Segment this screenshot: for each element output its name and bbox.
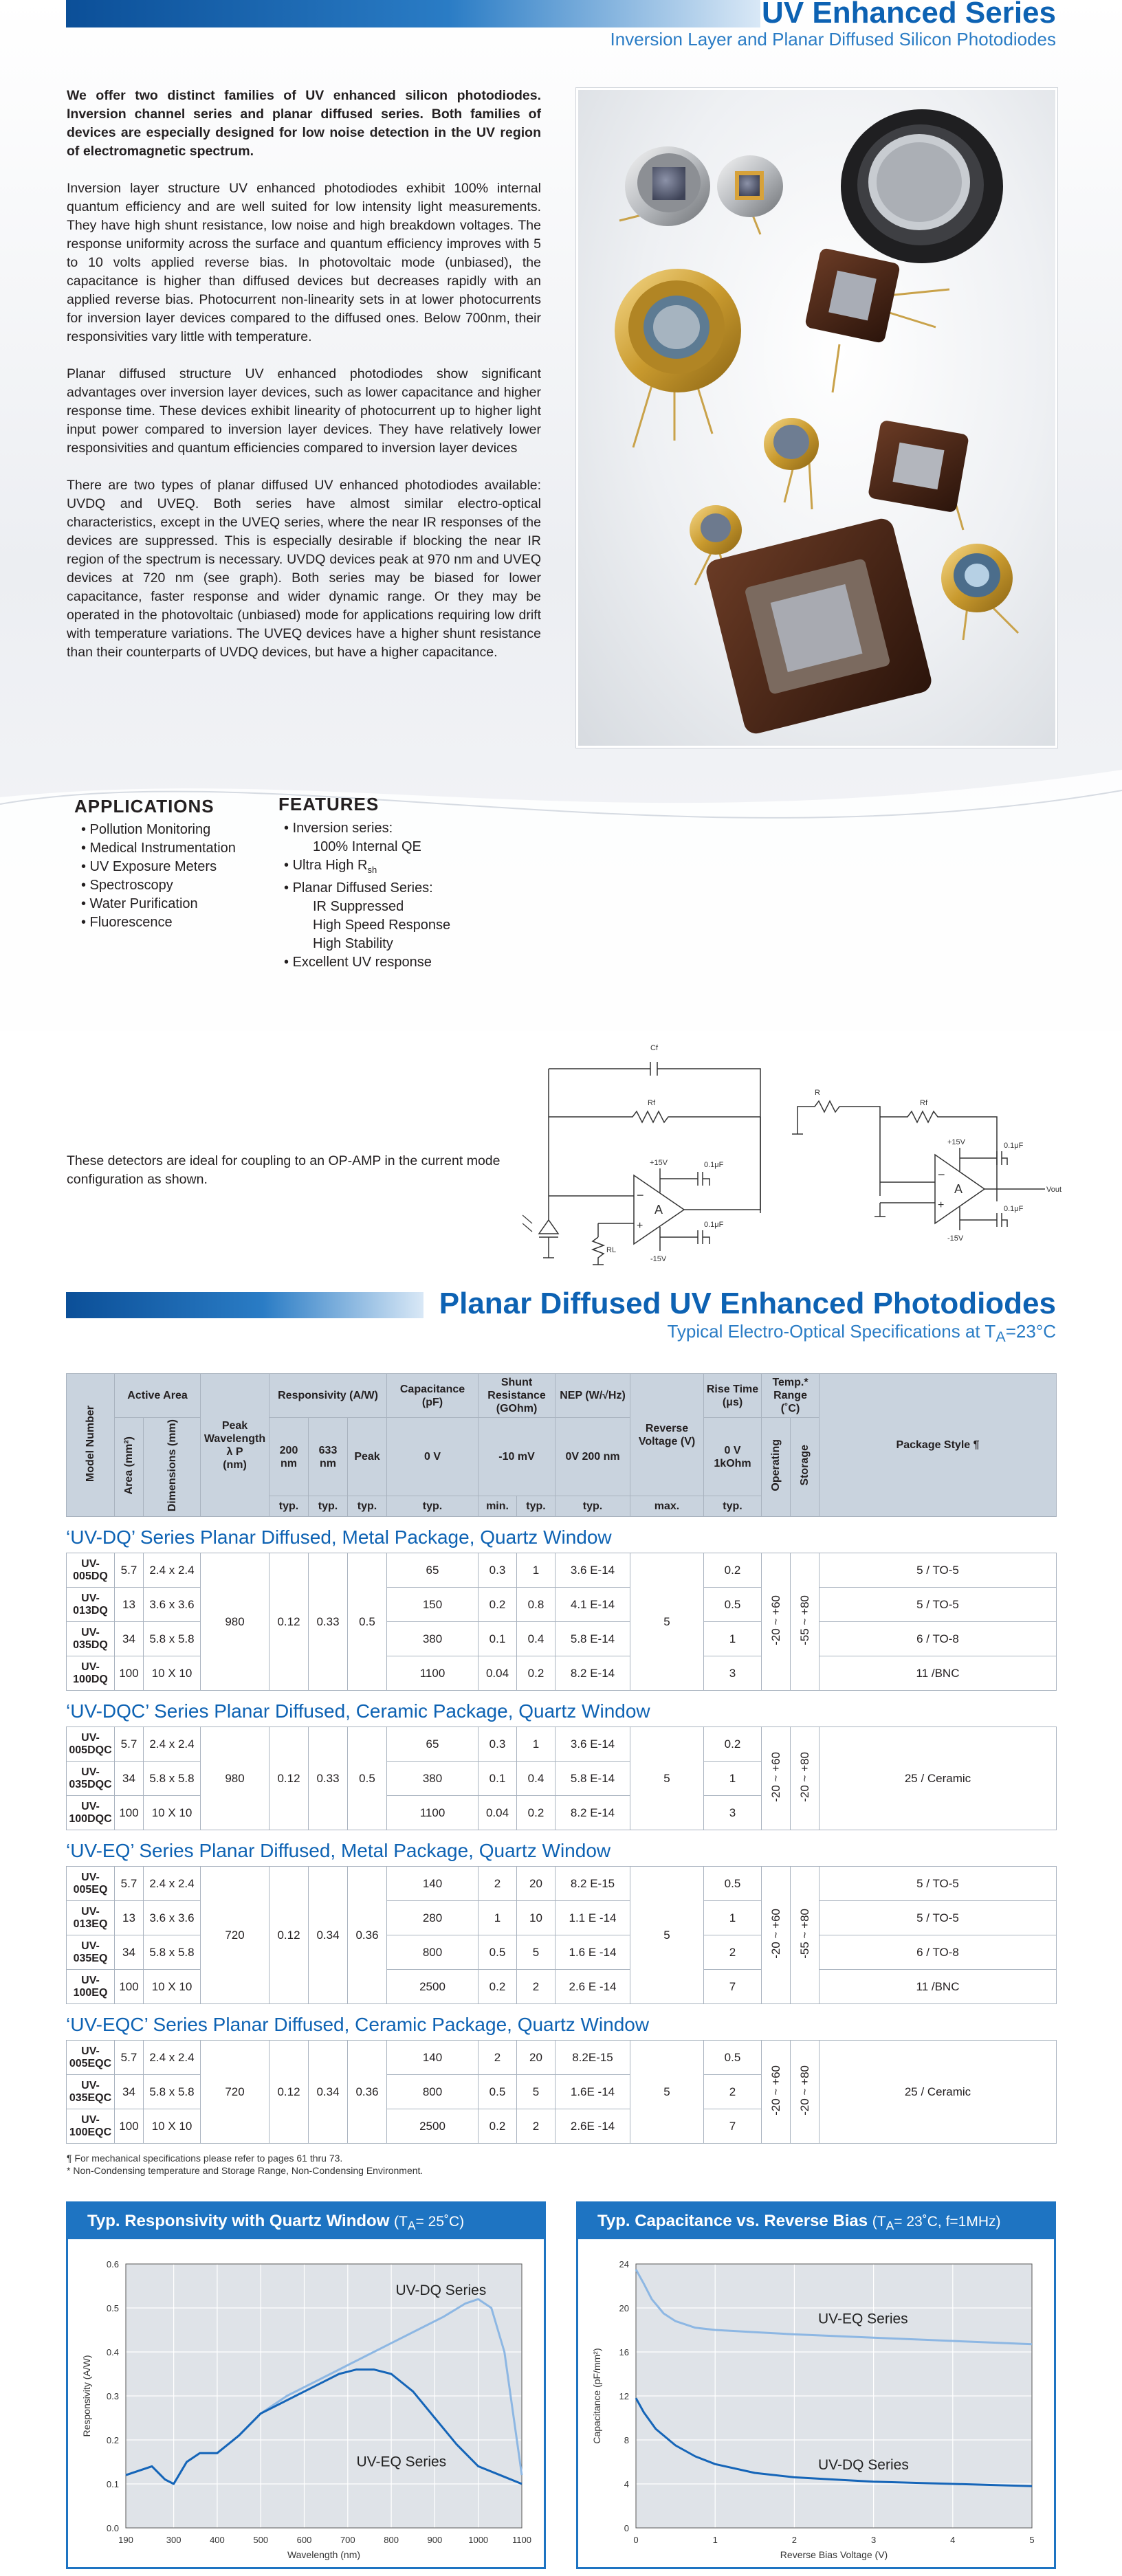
capacitance-chart-title: Typ. Capacitance vs. Reverse Bias ($T_A=$ 23˚C, f=1MHz) xyxy=(578,2203,1054,2239)
application-item: • Water Purification xyxy=(81,896,198,911)
y-tick-label: 0.4 xyxy=(106,2347,119,2357)
model-number: UV-013EQ xyxy=(67,1901,115,1935)
table-row: UV-013EQ 13 3.6 x 3.6 280 1 10 1.1 E -14 1 5 / TO-5 xyxy=(67,1901,1057,1935)
x-tick-label: 4 xyxy=(950,2535,956,2545)
intro-inversion: Inversion layer structure UV enhanced photodiodes exhibit 100% internal quantum efficiency and are well suited for low intensity light measurements. They have high shunt resistance, low noise and high breakdown voltages. The response uniformity across the surface and quantum efficiency improves with 5 to 10 volts applied reverse bias. In photovoltaic mode (unbiased), the capacitance is higher than diffused devices but decreases rapidly with an applied reverse bias. Photocurrent non-linearity sets in at lower photocurrents for inversion layer devices compared to the diffused ones. Below 700nm, their responsivities vary little with temperature. xyxy=(67,181,541,344)
table-row: UV-005DQC 5.7 2.4 x 2.4 980 0.12 0.33 0.5 65 0.3 1 3.6 E-14 5 0.2 -20 ~ +60 -20 ~ +80 25 / Ceramic xyxy=(67,1727,1057,1762)
amp1-label: A xyxy=(654,1203,663,1217)
col-peak-wavelength: Peak Wavelength λ P (nm) xyxy=(201,1374,270,1517)
application-item: • UV Exposure Meters xyxy=(81,859,217,874)
model-number: UV-005EQ xyxy=(67,1867,115,1901)
applications-title: APPLICATIONS xyxy=(74,796,214,817)
applications-list xyxy=(81,821,236,932)
model-number: UV-005DQ xyxy=(67,1553,115,1588)
table-row: UV-100EQC 100 10 X 10 2500 0.2 2 2.6E -14 7 xyxy=(67,2109,1057,2144)
series-heading: ‘UV-EQC’ Series Planar Diffused, Ceramic Package, Quartz Window xyxy=(66,2014,650,2036)
series-annotation: UV-DQ Series xyxy=(817,2457,909,2474)
table-row: UV-035DQ 34 5.8 x 5.8 380 0.1 0.4 5.8 E-14 1 6 / TO-8 xyxy=(67,1622,1057,1656)
feature-item: IR Suppressed xyxy=(313,899,404,914)
col-capacitance: Capacitance (pF) xyxy=(387,1374,478,1418)
x-tick-label: 800 xyxy=(384,2535,399,2545)
col-nep: NEP (W/√Hz) xyxy=(556,1374,630,1418)
col-shunt: Shunt Resistance (GOhm) xyxy=(478,1374,556,1418)
application-item: • Spectroscopy xyxy=(81,878,173,893)
table-row: UV-005EQC 5.7 2.4 x 2.4 720 0.12 0.34 0.36 140 2 20 8.2E-15 5 0.5 -20 ~ +60 -20 ~ +80 25 / Ceramic xyxy=(67,2041,1057,2075)
model-number: UV-100DQC xyxy=(67,1796,115,1830)
footnotes xyxy=(67,2152,423,2177)
model-number: UV-005DQC xyxy=(67,1727,115,1762)
product-photo xyxy=(576,88,1057,748)
responsivity-chart-title: Typ. Responsivity with Quartz Window ($T_A=$ 25˚C) xyxy=(68,2203,544,2239)
x-tick-label: 1000 xyxy=(468,2535,489,2545)
specs-header-bar xyxy=(66,1292,424,1318)
y-tick-label: 4 xyxy=(624,2479,629,2489)
opamp-circuit-diagram xyxy=(522,1031,1072,1272)
application-item: • Fluorescence xyxy=(81,915,173,930)
y-tick-label: 24 xyxy=(619,2259,629,2269)
model-number: UV-035DQC xyxy=(67,1762,115,1796)
svg-text:+: + xyxy=(637,1220,644,1232)
col-rise-time: Rise Time (μs) xyxy=(704,1374,762,1418)
col-temp: Temp.* Range (˚C) xyxy=(762,1374,820,1418)
y-tick-label: 12 xyxy=(619,2391,629,2401)
series-heading: ‘UV-DQ’ Series Planar Diffused, Metal Package, Quartz Window xyxy=(66,1526,612,1548)
svg-text:−: − xyxy=(637,1188,644,1202)
intro-planar: Planar diffused structure UV enhanced photodiodes show significant advantages over inversion layer devices, such as lower capacitance and higher response time. These devices exhibit linearity of photocurrent up to higher light input power compared to inversion layer devices. They have relatively lower responsivities and quantum efficiencies compared to inversion layer devices xyxy=(67,366,541,456)
features-title: FEATURES xyxy=(278,794,380,814)
x-tick-label: 700 xyxy=(340,2535,355,2545)
cap2-label: 0.1μF xyxy=(704,1221,724,1229)
y-tick-label: 8 xyxy=(624,2435,629,2445)
col-active-area: Active Area xyxy=(115,1374,201,1418)
col-package: Package Style ¶ xyxy=(820,1374,1057,1517)
table-row: UV-035EQC 34 5.8 x 5.8 800 0.5 5 1.6E -14 2 xyxy=(67,2075,1057,2109)
vn2-label: -15V xyxy=(947,1234,964,1243)
specs-title: Planar Diffused UV Enhanced Photodiodes xyxy=(439,1287,1056,1320)
feature-item: 100% Internal QE xyxy=(313,839,421,854)
y-axis-label: Capacitance (pF/mm²) xyxy=(591,2348,602,2444)
y-tick-label: 0.0 xyxy=(106,2523,119,2533)
circuit-description: These detectors are ideal for coupling to an OP-AMP in the current mode configuration as shown. xyxy=(67,1153,500,1187)
svg-text:+: + xyxy=(938,1199,945,1211)
series-table xyxy=(66,2040,1057,2144)
y-tick-label: 0.1 xyxy=(106,2479,119,2489)
feature-item: High Stability xyxy=(313,936,393,951)
table-row: UV-100DQ 100 10 X 10 1100 0.04 0.2 8.2 E-14 3 11 /BNC xyxy=(67,1656,1057,1691)
series-annotation: UV-DQ Series xyxy=(395,2282,487,2298)
series-table xyxy=(66,1553,1057,1691)
y-tick-label: 0.5 xyxy=(106,2303,119,2313)
col-model: Model Number xyxy=(67,1374,115,1517)
model-number: UV-013DQ xyxy=(67,1588,115,1622)
x-tick-label: 0 xyxy=(633,2535,639,2545)
model-number: UV-100EQC xyxy=(67,2109,115,2144)
x-tick-label: 190 xyxy=(118,2535,133,2545)
x-tick-label: 2 xyxy=(791,2535,798,2545)
page-subtitle: Inversion Layer and Planar Diffused Silicon Photodiodes xyxy=(610,29,1056,49)
y-tick-label: 0.6 xyxy=(106,2259,119,2269)
series-table xyxy=(66,1726,1057,1830)
y-tick-label: 16 xyxy=(619,2347,629,2357)
footnote-mechanical: ¶ For mechanical specifications please refer to pages 61 thru 73. xyxy=(67,2153,343,2164)
x-tick-label: 600 xyxy=(296,2535,312,2545)
col-responsivity: Responsivity (A/W) xyxy=(270,1374,387,1418)
series-table xyxy=(66,1866,1057,2004)
table-row: UV-035DQC 34 5.8 x 5.8 380 0.1 0.4 5.8 E-14 1 xyxy=(67,1762,1057,1796)
table-row: UV-005DQ 5.7 2.4 x 2.4 980 0.12 0.33 0.5 65 0.3 1 3.6 E-14 5 0.2 -20 ~ +60 -55 ~ +80 5 / TO-5 xyxy=(67,1553,1057,1588)
table-row: UV-013DQ 13 3.6 x 3.6 150 0.2 0.8 4.1 E-14 0.5 5 / TO-5 xyxy=(67,1588,1057,1622)
table-row: UV-100EQ 100 10 X 10 2500 0.2 2 2.6 E -14 7 11 /BNC xyxy=(67,1970,1057,2004)
x-tick-label: 400 xyxy=(210,2535,225,2545)
y-tick-label: 0.3 xyxy=(106,2391,119,2401)
spec-groups xyxy=(66,1517,1056,2144)
cf-label: Cf xyxy=(650,1044,658,1052)
features-list xyxy=(284,819,450,972)
responsivity-chart xyxy=(66,2201,546,2569)
vout-label: Vout xyxy=(1046,1186,1062,1194)
vn1-label: -15V xyxy=(650,1255,667,1263)
col-reverse-voltage: Reverse Voltage (V) xyxy=(630,1374,704,1496)
x-tick-label: 5 xyxy=(1029,2535,1035,2545)
x-tick-label: 1 xyxy=(712,2535,718,2545)
model-number: UV-100DQ xyxy=(67,1656,115,1691)
model-number: UV-035EQC xyxy=(67,2075,115,2109)
y-tick-label: 0 xyxy=(624,2523,629,2533)
responsivity-plot xyxy=(68,2239,544,2567)
feature-item: High Speed Response xyxy=(313,918,451,933)
table-row: UV-035EQ 34 5.8 x 5.8 800 0.5 5 1.6 E -14 2 6 / TO-8 xyxy=(67,1935,1057,1970)
header-bar xyxy=(66,0,760,27)
intro-text xyxy=(67,87,541,680)
feature-item: • Inversion series: xyxy=(284,821,393,836)
x-tick-label: 500 xyxy=(253,2535,269,2545)
model-number: UV-035EQ xyxy=(67,1935,115,1970)
table-row: UV-100DQC 100 10 X 10 1100 0.04 0.2 8.2 E-14 3 xyxy=(67,1796,1057,1830)
rf-label: Rf xyxy=(648,1099,655,1107)
application-item: • Medical Instrumentation xyxy=(81,841,236,856)
capacitance-plot xyxy=(578,2239,1054,2567)
x-tick-label: 300 xyxy=(166,2535,182,2545)
feature-item: • Planar Diffused Series: xyxy=(284,880,433,896)
vp2-label: +15V xyxy=(947,1138,965,1146)
spec-table-area xyxy=(66,1373,1056,2144)
series-annotation: UV-EQ Series xyxy=(817,2311,908,2327)
page-title: UV Enhanced Series xyxy=(762,0,1056,30)
x-tick-label: 3 xyxy=(870,2535,877,2545)
feature-item: • Ultra High $R_{sh}$ xyxy=(284,858,377,875)
x-tick-label: 900 xyxy=(427,2535,443,2545)
y-tick-label: 20 xyxy=(619,2303,629,2313)
amp2-label: A xyxy=(954,1182,963,1196)
model-number: UV-005EQC xyxy=(67,2041,115,2075)
x-axis-label: Wavelength (nm) xyxy=(287,2549,361,2560)
footnote-temperature: * Non-Condensing temperature and Storage Range, Non-Condensing Environment. xyxy=(67,2165,424,2176)
cap4-label: 0.1μF xyxy=(1004,1205,1024,1213)
cap1-label: 0.1μF xyxy=(704,1161,724,1169)
series-heading: ‘UV-DQC’ Series Planar Diffused, Ceramic Package, Quartz Window xyxy=(66,1700,650,1722)
y-tick-label: 0.2 xyxy=(106,2435,119,2445)
x-tick-label: 1100 xyxy=(512,2535,531,2545)
rf2-label: R xyxy=(815,1089,820,1097)
vp1-label: +15V xyxy=(650,1159,668,1167)
y-axis-label: Responsivity (A/W) xyxy=(81,2355,92,2437)
spec-header-table: Model Number Active Area Peak Wavelength λ P (nm) Responsivity (A/W) Capacitance (pF) Shunt Resistance (GOhm) NEP (W/√Hz) Reverse Voltage (V) Rise Time (μs) Temp.* Range (˚C) Package Style ¶ Area (mm²) Dimensions (mm) 200 nm 633 nm Peak 0 V -10 mV 0V 200 nm 0 V 1kOhm Operating Storage typ. typ. typ. typ. min. typ. typ. max. typ. xyxy=(66,1373,1057,1517)
cap3-label: 0.1μF xyxy=(1004,1142,1024,1150)
intro-lead: We offer two distinct families of UV enhanced silicon photodiodes. Inversion channel series and planar diffused series. Both families of devices are especially designed for low noise detection in the UV region of electromagnetic spectrum. xyxy=(67,88,541,159)
series-heading: ‘UV-EQ’ Series Planar Diffused, Metal Package, Quartz Window xyxy=(66,1840,611,1862)
feature-item: • Excellent UV response xyxy=(284,955,432,970)
x-axis-label: Reverse Bias Voltage (V) xyxy=(780,2549,888,2560)
specs-subtitle: Typical Electro-Optical Specifications at $T_A=23^\circ C$ xyxy=(667,1321,1056,1346)
svg-text:−: − xyxy=(938,1168,945,1181)
capacitance-chart xyxy=(576,2201,1056,2569)
intro-types: There are two types of planar diffused UV enhanced photodiodes available: UVDQ and UVEQ. Both series have almost similar electro-optical characteristics, except in the UVEQ series, where the near IR responses of the devices are suppressed. This is especially desirable if blocking the near IR region of the spectrum is necessary. UVDQ devices peak at 970 nm and UVEQ devices at 720 nm (see graph). Both series may be biased for lower capacitance, faster response and wider dynamic range. Or they may be operated in the photovoltaic (unbiased) mode for applications requiring low drift with temperature variations. The UVEQ devices have a higher shunt resistance than their counterparts of UVDQ devices, but have a higher capacitance. xyxy=(67,478,541,660)
rf3-label: Rf xyxy=(920,1099,927,1107)
table-row: UV-005EQ 5.7 2.4 x 2.4 720 0.12 0.34 0.36 140 2 20 8.2 E-15 5 0.5 -20 ~ +60 -55 ~ +80 5 / TO-5 xyxy=(67,1867,1057,1901)
series-annotation: UV-EQ Series xyxy=(356,2454,447,2470)
model-number: UV-100EQ xyxy=(67,1970,115,2004)
model-number: UV-035DQ xyxy=(67,1622,115,1656)
application-item: • Pollution Monitoring xyxy=(81,822,211,837)
rl-label: RL xyxy=(606,1246,617,1254)
